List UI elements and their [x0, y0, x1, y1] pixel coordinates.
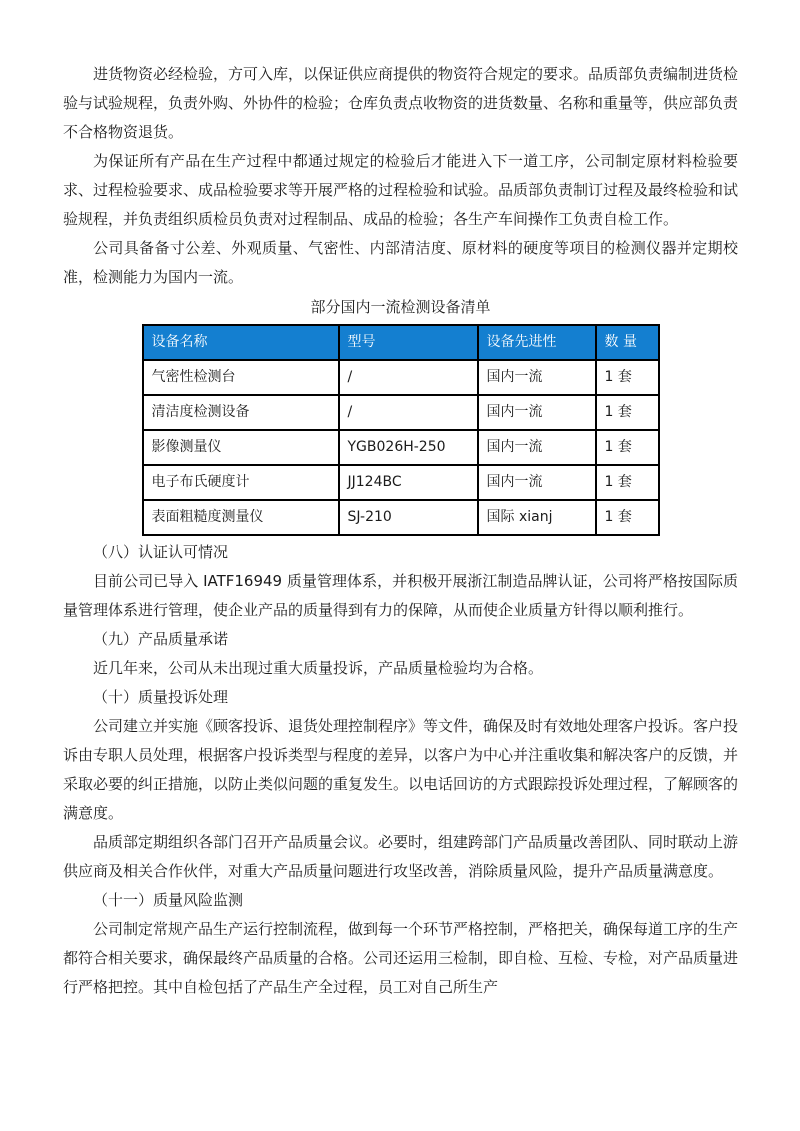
cell-quantity: 1 套: [596, 395, 659, 430]
paragraph-incoming-inspection: 进货物资必经检验，方可入库，以保证供应商提供的物资符合规定的要求。品质部负责编制进货检验与试验规程，负责外购、外协件的检验；仓库负责点收物资的进货数量、名称和重量等，供应部负责不合格物资退货。: [63, 65, 739, 141]
table-row: [143, 395, 659, 430]
paragraph-complaint-handling: 公司建立并实施《顾客投诉、退货处理控制程序》等文件，确保及时有效地处理客户投诉。客户投诉由专职人员处理，根据客户投诉类型与程度的差异，以客户为中心并注重收集和解决客户的反馈，并采取必要的纠正措施，以防止类似问题的重复发生。以电话回访的方式跟踪投诉处理过程，了解顾客的满意度。: [63, 717, 739, 822]
table-row: [143, 500, 659, 535]
cell-model: /: [339, 395, 478, 430]
cell-advancement: 国际 xianj: [478, 500, 596, 535]
column-header-model: 型号: [339, 325, 478, 360]
cell-advancement: 国内一流: [478, 430, 596, 465]
cell-quantity: 1 套: [596, 465, 659, 500]
cell-advancement: 国内一流: [478, 395, 596, 430]
cell-equipment-name: 清洁度检测设备: [143, 395, 339, 430]
cell-equipment-name: 电子布氏硬度计: [143, 465, 339, 500]
cell-model: JJ124BC: [339, 465, 478, 500]
cell-advancement: 国内一流: [478, 465, 596, 500]
column-header-advancement: 设备先进性: [478, 325, 596, 360]
cell-equipment-name: 气密性检测台: [143, 360, 339, 395]
equipment-table: [142, 324, 660, 536]
cell-model: SJ-210: [339, 500, 478, 535]
paragraph-certification: 目前公司已导入 IATF16949 质量管理体系，并积极开展浙江制造品牌认证，公司将严格按国际质量管理体系进行管理，使企业产品的质量得到有力的保障，从而使企业质量方针得以顺利推行。: [63, 572, 738, 619]
cell-equipment-name: 表面粗糙度测量仪: [143, 500, 339, 535]
cell-quantity: 1 套: [596, 500, 659, 535]
table-header-row: [143, 325, 659, 360]
paragraph-quality-commitment: 近几年来，公司从未出现过重大质量投诉，产品质量检验均为合格。: [93, 659, 544, 677]
cell-quantity: 1 套: [596, 430, 659, 465]
cell-model: /: [339, 360, 478, 395]
section-heading-quality-commitment: （九）产品质量承诺: [93, 630, 229, 648]
table-row: [143, 430, 659, 465]
cell-model: YGB026H-250: [339, 430, 478, 465]
column-header-quantity: 数 量: [596, 325, 659, 360]
paragraph-risk-monitoring: 公司制定常规产品生产运行控制流程，做到每一个环节严格控制，严格把关，确保每道工序的生产都符合相关要求，确保最终产品质量的合格。公司还运用三检制，即自检、互检、专检，对产品质量进行严格把控。其中自检包括了产品生产全过程，员工对自己所生产: [63, 920, 739, 996]
paragraph-quality-meeting: 品质部定期组织各部门召开产品质量会议。必要时，组建跨部门产品质量改善团队、同时联动上游供应商及相关合作伙伴，对重大产品质量问题进行攻坚改善，消除质量风险，提升产品质量满意度。: [63, 833, 739, 880]
paragraph-process-inspection: 为保证所有产品在生产过程中都通过规定的检验后才能进入下一道工序，公司制定原材料检验要求、过程检验要求、成品检验要求等开展严格的过程检验和试验。品质部负责制订过程及最终检验和试验规程，并负责组织质检员负责对过程制品、成品的检验；各生产车间操作工负责自检工作。: [63, 152, 739, 228]
cell-advancement: 国内一流: [478, 360, 596, 395]
cell-quantity: 1 套: [596, 360, 659, 395]
section-heading-risk-monitoring: （十一）质量风险监测: [93, 891, 244, 909]
table-row: [143, 360, 659, 395]
paragraph-testing-capability: 公司具备备寸公差、外观质量、气密性、内部清洁度、原材料的硬度等项目的检测仪器并定期校准，检测能力为国内一流。: [63, 239, 738, 286]
equipment-table-title: 部分国内一流检测设备清单: [310, 298, 491, 316]
table-row: [143, 465, 659, 500]
section-heading-certification: （八）认证认可情况: [93, 543, 229, 561]
section-heading-complaint-handling: （十）质量投诉处理: [93, 688, 229, 706]
cell-equipment-name: 影像测量仪: [143, 430, 339, 465]
column-header-equipment-name: 设备名称: [143, 325, 339, 360]
